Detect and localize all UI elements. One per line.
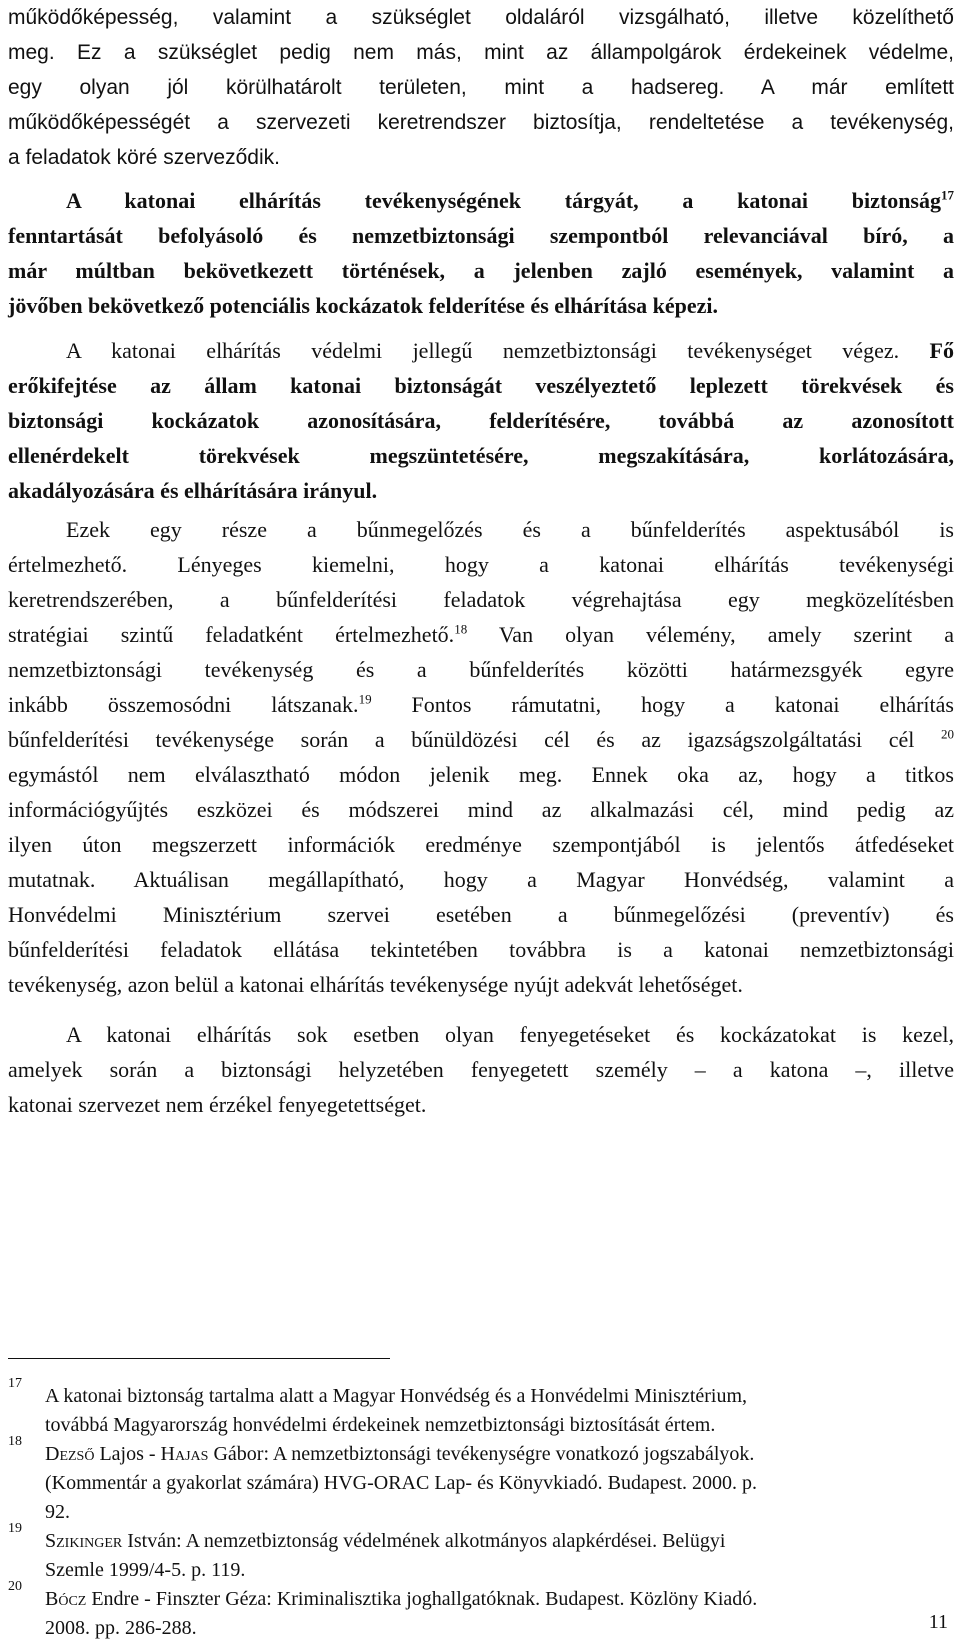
text-run: Lajos - (94, 1443, 161, 1465)
author-surname: ajas (175, 1443, 209, 1465)
text-run: bűnfelderítési tevékenysége során a bűnüldözési cél és az igazságszolgáltatási cél (8, 727, 941, 752)
text-line: akadályozására és elhárítására irányul. (8, 478, 378, 503)
footnote-line: (Kommentár a gyakorlat számára) HVG-ORAC Lap- és Könyvkiadó. Budapest. 2000. p. (45, 1472, 758, 1494)
mission-paragraph (8, 333, 954, 508)
text-line: erőkifejtése az állam katonai biztonságát veszélyeztető leplezett törekvések és (8, 373, 954, 398)
footnote-ref: 20 (941, 726, 954, 742)
text-line: jövőben bekövetkező potenciális kockázatok felderítése és elhárítása képezi. (8, 293, 719, 318)
author-surname: ócz (58, 1588, 87, 1610)
text-line: információgyűjtés eszközei és módszerei mind az alkalmazási cél, mind pedig az (8, 797, 954, 822)
text-line: működőképességét a szervezeti keretrendszer biztosítja, rendeltetése a tevékenység, (8, 111, 954, 134)
page-number: 11 (928, 1611, 948, 1633)
text-line: nemzetbiztonsági tevékenység és a bűnfelderítés közötti határmezsgyék egyre (8, 657, 954, 682)
footnote-ref: 18 (454, 621, 468, 637)
text-line (8, 722, 954, 757)
text-run: Endre - Finszter Géza: Kriminalisztika joghallgatóknak. Budapest. Közlöny Kiadó. (86, 1588, 758, 1610)
text-line: egymástól nem elválasztható módon jelenik meg. Ennek oka az, hogy a titkos (8, 762, 954, 787)
text-line (8, 183, 954, 218)
footnote-separator (8, 1358, 390, 1359)
text-line: fenntartását befolyásoló és nemzetbiztonsági szempontból relevanciával bíró, a (8, 223, 954, 248)
footnote-line (45, 1585, 954, 1614)
footnote-ref: 19 (358, 691, 372, 707)
text-line: katonai szervezet nem érzékel fenyegetettséget. (8, 1092, 427, 1117)
footnote-number: 18 (8, 1434, 22, 1449)
intro-paragraph (8, 0, 954, 175)
text-line: értelmezhető. Lényeges kiemelni, hogy a katonai elhárítás tevékenységi (8, 552, 954, 577)
text-line: egy olyan jól körülhatárolt területen, mint a hadsereg. A már említett (8, 76, 954, 99)
text-line: tevékenység, azon belül a katonai elhárítás tevékenysége nyújt adekvát lehetőséget. (8, 972, 743, 997)
author-initial: H (160, 1443, 175, 1465)
text-line (8, 333, 954, 368)
footnote-ref: 17 (941, 187, 954, 203)
footnote-line: 92. (45, 1501, 70, 1523)
text-line (8, 617, 954, 652)
text-line: Honvédelmi Minisztérium szervei esetében a bűnmegelőzési (preventív) és (8, 902, 954, 927)
footnote-line (45, 1527, 954, 1556)
text-line: biztonsági kockázatok azonosítására, felderítésére, továbbá az azonosított (8, 408, 954, 433)
text-run: A katonai elhárítás tevékenységének tárgyát, a katonai biztonság (66, 188, 941, 213)
text-line: működőképesség, valamint a szükséglet oldaláról vizsgálható, illetve közelíthető (8, 6, 954, 29)
footnote-line: Szemle 1999/4-5. p. 119. (45, 1559, 246, 1581)
crime-prevention-paragraph (8, 512, 954, 1002)
footnote-line: A katonai biztonság tartalma alatt a Magyar Honvédség és a Honvédelmi Minisztérium, (45, 1385, 748, 1407)
author-surname: ezső (59, 1443, 95, 1465)
text-line: mutatnak. Aktuálisan megállapítható, hogy a Magyar Honvédség, valamint a (8, 867, 954, 892)
text-line: A katonai elhárítás sok esetben olyan fenyegetéseket és kockázatokat is kezel, (66, 1022, 954, 1047)
threat-paragraph (8, 1017, 954, 1122)
text-run: István: A nemzetbiztonság védelmének alkotmányos alapkérdései. Belügyi (122, 1530, 726, 1552)
footnote-line: továbbá Magyarország honvédelmi érdekeinek nemzetbiztonsági biztosítását értem. (45, 1414, 716, 1436)
text-line: keretrendszerében, a bűnfelderítési feladatok végrehajtása egy megközelítésben (8, 587, 954, 612)
footnote-number: 17 (8, 1376, 22, 1391)
author-initial: B (45, 1588, 59, 1610)
text-line: Ezek egy része a bűnmegelőzés és a bűnfelderítés aspektusából is (66, 517, 954, 542)
text-line: a feladatok köré szerveződik. (8, 146, 280, 169)
text-line: bűnfelderítési feladatok ellátása tekintetében továbbra is a katonai nemzetbiztonsági (8, 937, 954, 962)
text-line (8, 687, 954, 722)
footnote-number: 19 (8, 1521, 22, 1536)
text-line: amelyek során a biztonsági helyzetében fenyegetett személy – a katona –, illetve (8, 1057, 954, 1082)
text-run: stratégiai szintű feladatként értelmezhető. (8, 622, 455, 647)
text-run: Fontos rámutatni, hogy a katonai elhárítás (371, 692, 954, 717)
footnote-line (45, 1440, 954, 1469)
definition-paragraph (8, 183, 954, 323)
text-line: meg. Ez a szükséglet pedig nem más, mint az állampolgárok érdekeinek védelme, (8, 41, 954, 64)
author-initial: D (45, 1443, 60, 1465)
text-run: A katonai elhárítás védelmi jellegű nemzetbiztonsági tevékenységet végez. (66, 338, 930, 363)
author-surname: zikinger (56, 1530, 123, 1552)
text-line: ellenérdekelt törekvések megszüntetésére, megszakítására, korlátozására, (8, 443, 954, 468)
text-run: Van olyan vélemény, amely szerint a (467, 622, 954, 647)
author-initial: S (45, 1530, 57, 1552)
text-run-bold: Fő (929, 338, 954, 363)
text-line: már múltban bekövetkezett történések, a jelenben zajló események, valamint a (8, 258, 954, 283)
text-line: ilyen úton megszerzett információk eredménye szempontjából is jelentős átfedéseket (8, 832, 954, 857)
footnote-line: 2008. pp. 286-288. (45, 1617, 197, 1639)
footnote-number: 20 (8, 1579, 22, 1594)
text-run: inkább összemosódni látszanak. (8, 692, 359, 717)
text-run: Gábor: A nemzetbiztonsági tevékenységre vonatkozó jogszabályok. (208, 1443, 755, 1465)
